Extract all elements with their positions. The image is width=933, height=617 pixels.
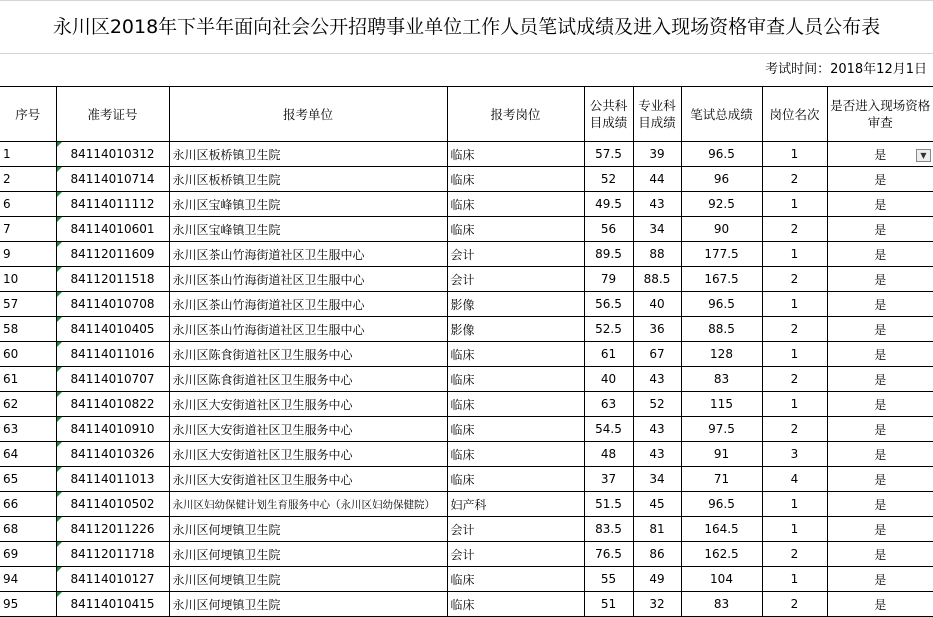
cell-rank[interactable]: 1: [762, 392, 827, 417]
table-row: [0, 367, 933, 392]
cell-qualified[interactable]: 是: [827, 417, 933, 442]
cell-unit[interactable]: 永川区大安街道社区卫生服务中心: [169, 417, 447, 442]
cell-ticket[interactable]: 84114010707: [56, 367, 169, 392]
header-pro-score-label: 专业科目成绩: [638, 98, 676, 130]
header-post[interactable]: 报考岗位: [447, 87, 584, 142]
table-row: [0, 192, 933, 217]
cell-total[interactable]: 97.5: [681, 417, 762, 442]
cell-unit[interactable]: 永川区何埂镇卫生院: [169, 517, 447, 542]
cell-pro-score[interactable]: 43: [633, 417, 681, 442]
cell-rank[interactable]: 2: [762, 592, 827, 617]
cell-seq[interactable]: 69: [0, 542, 56, 567]
cell-post[interactable]: 临床: [447, 567, 584, 592]
cell-rank[interactable]: 1: [762, 192, 827, 217]
cell-unit[interactable]: 永川区宝峰镇卫生院: [169, 192, 447, 217]
cell-rank[interactable]: 1: [762, 342, 827, 367]
table-row: [0, 467, 933, 492]
header-public-score-label: 公共科目成绩: [589, 98, 628, 130]
cell-seq[interactable]: 9: [0, 242, 56, 267]
cell-rank[interactable]: 1: [762, 142, 827, 167]
cell-post[interactable]: 临床: [447, 467, 584, 492]
cell-seq[interactable]: 95: [0, 592, 56, 617]
cell-seq[interactable]: 7: [0, 217, 56, 242]
cell-total[interactable]: 83: [681, 592, 762, 617]
cell-post[interactable]: 影像: [447, 292, 584, 317]
cell-total[interactable]: 90: [681, 217, 762, 242]
cell-total[interactable]: 162.5: [681, 542, 762, 567]
cell-total[interactable]: 92.5: [681, 192, 762, 217]
cell-public-score[interactable]: 63: [584, 392, 633, 417]
cell-pro-score[interactable]: 39: [633, 142, 681, 167]
cell-unit[interactable]: 永川区茶山竹海街道社区卫生服中心: [169, 267, 447, 292]
cell-public-score[interactable]: 51.5: [584, 492, 633, 517]
cell-total[interactable]: 96.5: [681, 492, 762, 517]
cell-ticket[interactable]: 84114010312: [56, 142, 169, 167]
cell-total[interactable]: 164.5: [681, 517, 762, 542]
cell-pro-score[interactable]: 45: [633, 492, 681, 517]
cell-unit[interactable]: 永川区板桥镇卫生院: [169, 142, 447, 167]
cell-pro-score[interactable]: 43: [633, 367, 681, 392]
table-row: [0, 567, 933, 592]
cell-qualified[interactable]: 是: [827, 217, 933, 242]
cell-pro-score[interactable]: 86: [633, 542, 681, 567]
filter-dropdown-icon[interactable]: ▼: [916, 149, 931, 162]
table-row: [0, 342, 933, 367]
cell-public-score[interactable]: 51: [584, 592, 633, 617]
cell-ticket[interactable]: 84114010910: [56, 417, 169, 442]
cell-total[interactable]: 128: [681, 342, 762, 367]
table-row: [0, 167, 933, 192]
cell-rank[interactable]: 2: [762, 217, 827, 242]
cell-public-score[interactable]: 48: [584, 442, 633, 467]
cell-ticket[interactable]: 84114010502: [56, 492, 169, 517]
cell-rank[interactable]: 2: [762, 267, 827, 292]
cell-qualified[interactable]: 是: [827, 317, 933, 342]
header-pro-score[interactable]: [633, 87, 681, 142]
cell-post[interactable]: 临床: [447, 192, 584, 217]
cell-seq[interactable]: 66: [0, 492, 56, 517]
cell-rank[interactable]: 3: [762, 442, 827, 467]
cell-ticket[interactable]: 84114011112: [56, 192, 169, 217]
cell-qualified[interactable]: 是: [827, 242, 933, 267]
cell-unit[interactable]: 永川区何埂镇卫生院: [169, 567, 447, 592]
cell-seq[interactable]: 61: [0, 367, 56, 392]
cell-public-score[interactable]: 52: [584, 167, 633, 192]
table-row: [0, 492, 933, 517]
table-row: [0, 417, 933, 442]
table-row: [0, 242, 933, 267]
cell-post[interactable]: 临床: [447, 167, 584, 192]
cell-total[interactable]: 83: [681, 367, 762, 392]
cell-pro-score[interactable]: 34: [633, 467, 681, 492]
table-row: [0, 292, 933, 317]
cell-rank[interactable]: 2: [762, 367, 827, 392]
cell-ticket[interactable]: 84114010708: [56, 292, 169, 317]
cell-pro-score[interactable]: 88: [633, 242, 681, 267]
cell-post[interactable]: 临床: [447, 417, 584, 442]
cell-rank[interactable]: 1: [762, 242, 827, 267]
cell-post[interactable]: 临床: [447, 342, 584, 367]
cell-total[interactable]: 115: [681, 392, 762, 417]
cell-pro-score[interactable]: 88.5: [633, 267, 681, 292]
cell-seq[interactable]: 58: [0, 317, 56, 342]
cell-pro-score[interactable]: 44: [633, 167, 681, 192]
header-ticket[interactable]: 准考证号: [56, 87, 169, 142]
cell-qualified[interactable]: 是 ▼: [827, 142, 933, 167]
cell-total[interactable]: 71: [681, 467, 762, 492]
cell-public-score[interactable]: 56: [584, 217, 633, 242]
cell-public-score[interactable]: 56.5: [584, 292, 633, 317]
cell-public-score[interactable]: 76.5: [584, 542, 633, 567]
cell-pro-score[interactable]: 49: [633, 567, 681, 592]
cell-pro-score[interactable]: 52: [633, 392, 681, 417]
cell-public-score[interactable]: 40: [584, 367, 633, 392]
cell-unit[interactable]: 永川区宝峰镇卫生院: [169, 217, 447, 242]
cell-qualified[interactable]: 是: [827, 567, 933, 592]
cell-public-score[interactable]: 89.5: [584, 242, 633, 267]
cell-post[interactable]: 会计: [447, 542, 584, 567]
cell-ticket[interactable]: 84112011609: [56, 242, 169, 267]
cell-rank[interactable]: 1: [762, 567, 827, 592]
cell-rank[interactable]: 4: [762, 467, 827, 492]
table-row: [0, 442, 933, 467]
table-row: [0, 217, 933, 242]
cell-public-score[interactable]: 83.5: [584, 517, 633, 542]
cell-ticket[interactable]: 84114010822: [56, 392, 169, 417]
cell-ticket[interactable]: 84114010405: [56, 317, 169, 342]
cell-pro-score[interactable]: 67: [633, 342, 681, 367]
cell-pro-score[interactable]: 40: [633, 292, 681, 317]
cell-post[interactable]: 临床: [447, 367, 584, 392]
cell-ticket[interactable]: 84114011016: [56, 342, 169, 367]
table-row: [0, 542, 933, 567]
cell-qualified[interactable]: 是: [827, 167, 933, 192]
cell-seq[interactable]: 68: [0, 517, 56, 542]
cell-pro-score[interactable]: 36: [633, 317, 681, 342]
cell-ticket[interactable]: 84112011226: [56, 517, 169, 542]
cell-unit[interactable]: 永川区陈食街道社区卫生服务中心: [169, 367, 447, 392]
cell-post[interactable]: 临床: [447, 592, 584, 617]
cell-seq[interactable]: 57: [0, 292, 56, 317]
header-row: [0, 87, 933, 142]
cell-qualified[interactable]: 是: [827, 392, 933, 417]
cell-qualified[interactable]: 是: [827, 492, 933, 517]
cell-ticket[interactable]: 84114010127: [56, 567, 169, 592]
cell-unit[interactable]: 永川区大安街道社区卫生服务中心: [169, 442, 447, 467]
cell-qualified[interactable]: 是: [827, 192, 933, 217]
cell-unit[interactable]: 永川区茶山竹海街道社区卫生服中心: [169, 242, 447, 267]
cell-unit[interactable]: 永川区板桥镇卫生院: [169, 167, 447, 192]
cell-seq[interactable]: 1: [0, 142, 56, 167]
cell-unit[interactable]: 永川区大安街道社区卫生服务中心: [169, 392, 447, 417]
cell-ticket[interactable]: 84114010601: [56, 217, 169, 242]
cell-total[interactable]: 96.5: [681, 142, 762, 167]
header-seq[interactable]: 序号: [0, 87, 56, 142]
cell-post[interactable]: 临床: [447, 142, 584, 167]
cell-unit[interactable]: 永川区何埂镇卫生院: [169, 542, 447, 567]
cell-qualified[interactable]: 是: [827, 367, 933, 392]
cell-seq[interactable]: 6: [0, 192, 56, 217]
cell-qualified[interactable]: 是: [827, 467, 933, 492]
results-table: [0, 87, 933, 617]
cell-unit[interactable]: 永川区陈食街道社区卫生服务中心: [169, 342, 447, 367]
header-rank[interactable]: 岗位名次: [762, 87, 827, 142]
cell-post[interactable]: 临床: [447, 442, 584, 467]
header-unit[interactable]: 报考单位: [169, 87, 447, 142]
cell-seq[interactable]: 62: [0, 392, 56, 417]
cell-public-score[interactable]: 54.5: [584, 417, 633, 442]
table-row: [0, 392, 933, 417]
cell-post[interactable]: 影像: [447, 317, 584, 342]
table-row: [0, 142, 933, 167]
cell-total[interactable]: 91: [681, 442, 762, 467]
cell-qualified[interactable]: 是: [827, 292, 933, 317]
table-body: [0, 142, 933, 617]
cell-seq[interactable]: 94: [0, 567, 56, 592]
cell-qualified[interactable]: 是: [827, 267, 933, 292]
cell-qualified[interactable]: 是: [827, 442, 933, 467]
cell-ticket[interactable]: 84112011718: [56, 542, 169, 567]
cell-post[interactable]: 妇产科: [447, 492, 584, 517]
cell-qualified[interactable]: 是: [827, 517, 933, 542]
cell-public-score[interactable]: 55: [584, 567, 633, 592]
cell-post[interactable]: 临床: [447, 217, 584, 242]
header-qualified-label: 是否进入现场资格审查: [830, 98, 931, 130]
header-public-score[interactable]: [584, 87, 633, 142]
cell-seq[interactable]: 10: [0, 267, 56, 292]
cell-ticket[interactable]: 84114010714: [56, 167, 169, 192]
cell-ticket[interactable]: 84112011518: [56, 267, 169, 292]
cell-rank[interactable]: 1: [762, 292, 827, 317]
cell-total[interactable]: 96.5: [681, 292, 762, 317]
cell-pro-score[interactable]: 43: [633, 442, 681, 467]
cell-public-score[interactable]: 61: [584, 342, 633, 367]
cell-total[interactable]: 88.5: [681, 317, 762, 342]
cell-ticket[interactable]: 84114010326: [56, 442, 169, 467]
cell-qualified[interactable]: 是: [827, 592, 933, 617]
cell-rank[interactable]: 1: [762, 517, 827, 542]
cell-unit[interactable]: 永川区何埂镇卫生院: [169, 592, 447, 617]
cell-unit[interactable]: 永川区大安街道社区卫生服务中心: [169, 467, 447, 492]
cell-total[interactable]: 96: [681, 167, 762, 192]
cell-pro-score[interactable]: 43: [633, 192, 681, 217]
cell-total[interactable]: 104: [681, 567, 762, 592]
cell-post[interactable]: 会计: [447, 267, 584, 292]
cell-rank[interactable]: 2: [762, 317, 827, 342]
header-total[interactable]: 笔试总成绩: [681, 87, 762, 142]
cell-rank[interactable]: 2: [762, 167, 827, 192]
cell-unit[interactable]: 永川区茶山竹海街道社区卫生服中心: [169, 292, 447, 317]
cell-seq[interactable]: 2: [0, 167, 56, 192]
cell-unit[interactable]: 永川区妇幼保健计划生育服务中心（永川区妇幼保健院）: [169, 492, 447, 517]
cell-pro-score[interactable]: 34: [633, 217, 681, 242]
cell-post[interactable]: 临床: [447, 392, 584, 417]
cell-seq[interactable]: 60: [0, 342, 56, 367]
cell-post[interactable]: 会计: [447, 517, 584, 542]
cell-rank[interactable]: 2: [762, 542, 827, 567]
header-qualified[interactable]: [827, 87, 933, 142]
cell-rank[interactable]: 2: [762, 417, 827, 442]
cell-ticket[interactable]: 84114010415: [56, 592, 169, 617]
cell-seq[interactable]: 65: [0, 467, 56, 492]
cell-pro-score[interactable]: 32: [633, 592, 681, 617]
cell-rank[interactable]: 1: [762, 492, 827, 517]
table-row: [0, 517, 933, 542]
cell-seq[interactable]: 64: [0, 442, 56, 467]
cell-post[interactable]: 会计: [447, 242, 584, 267]
table-row: [0, 317, 933, 342]
cell-total[interactable]: 177.5: [681, 242, 762, 267]
cell-public-score[interactable]: 79: [584, 267, 633, 292]
cell-qualified[interactable]: 是: [827, 342, 933, 367]
exam-time[interactable]: 考试时间：2018年12月1日: [0, 54, 933, 87]
cell-public-score[interactable]: 49.5: [584, 192, 633, 217]
cell-total[interactable]: 167.5: [681, 267, 762, 292]
cell-pro-score[interactable]: 81: [633, 517, 681, 542]
cell-public-score[interactable]: 37: [584, 467, 633, 492]
cell-public-score[interactable]: 57.5: [584, 142, 633, 167]
page-title[interactable]: 永川区2018年下半年面向社会公开招聘事业单位工作人员笔试成绩及进入现场资格审查人员公布表: [0, 0, 933, 54]
cell-ticket[interactable]: 84114011013: [56, 467, 169, 492]
cell-unit[interactable]: 永川区茶山竹海街道社区卫生服中心: [169, 317, 447, 342]
table-row: [0, 592, 933, 617]
cell-qualified[interactable]: 是: [827, 542, 933, 567]
cell-seq[interactable]: 63: [0, 417, 56, 442]
table-row: [0, 267, 933, 292]
cell-public-score[interactable]: 52.5: [584, 317, 633, 342]
